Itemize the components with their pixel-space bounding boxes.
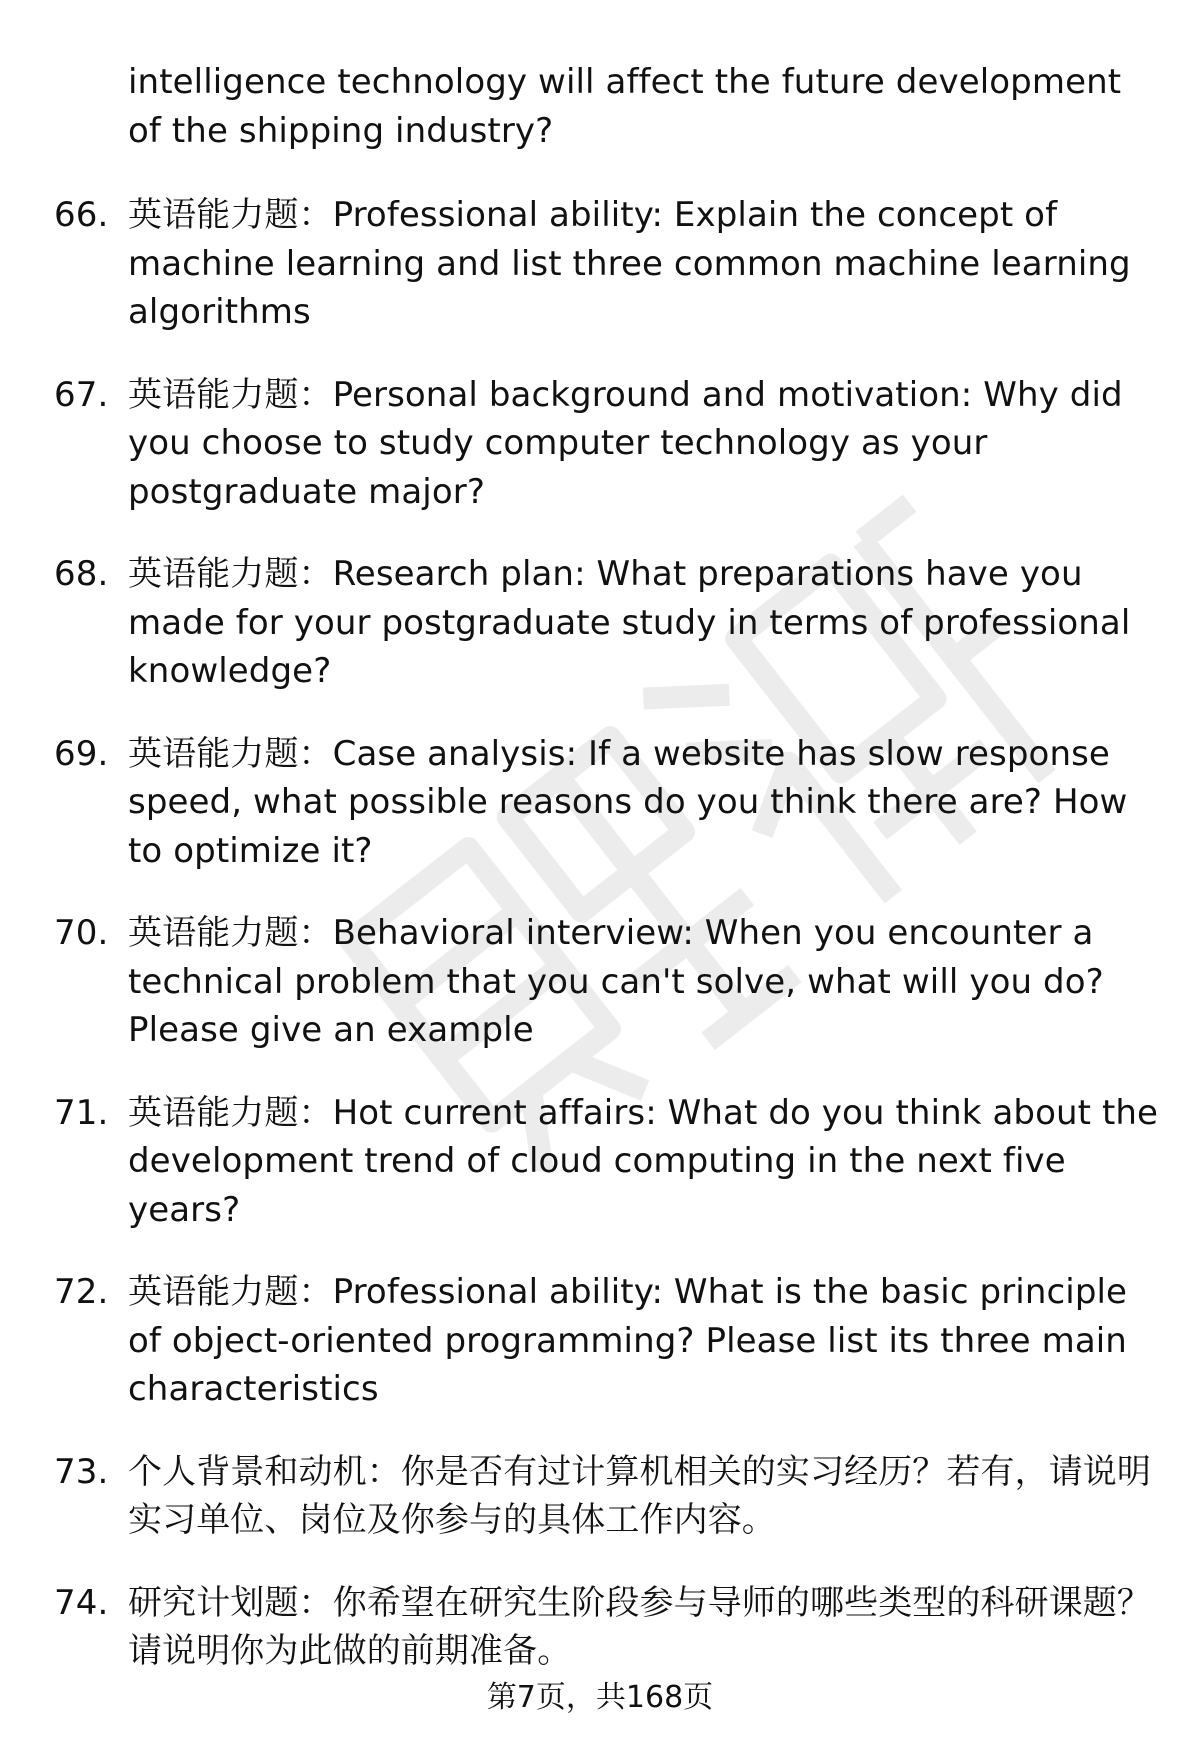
list-item-66 xyxy=(0,191,1200,337)
item-text: 英语能力题：Professional ability: Explain the concept of machine learning and list three common machine learning algorithms xyxy=(128,195,1131,332)
item-number: 74. xyxy=(54,1582,109,1623)
item-text: 英语能力题：Case analysis: If a website has slow response speed, what possible reasons do you think there are? How to optimize it? xyxy=(128,733,1128,871)
item-number: 70. xyxy=(54,913,109,953)
page-footer: 第7页，共168页 xyxy=(486,1680,714,1715)
list-item-70 xyxy=(0,909,1200,1055)
item-number: 68. xyxy=(54,554,109,594)
item-text: 英语能力题：Hot current affairs: What do you think about the development trend of cloud computing in the next five years? xyxy=(128,1092,1159,1230)
list-item-69 xyxy=(0,730,1200,876)
item-number: 73. xyxy=(54,1451,109,1492)
item-text: 研究计划题：你希望在研究生阶段参与导师的哪些类型的科研课题？请说明你为此做的前期准备。 xyxy=(128,1582,1151,1671)
item-number: 69. xyxy=(54,733,109,774)
continuation-paragraph: intelligence technology will affect the future development of the shipping industry? xyxy=(128,62,1122,151)
item-text: 英语能力题：Behavioral interview: When you encounter a technical problem that you can't solve, what will you do? Please give an example xyxy=(128,913,1104,1050)
list-item-74 xyxy=(0,1579,1200,1676)
list-item-71 xyxy=(0,1089,1200,1235)
list-item-67 xyxy=(0,371,1200,517)
item-text: 英语能力题：Personal background and motivation: Why did you choose to study computer technology as your postgraduate major? xyxy=(128,374,1123,512)
item-text: 英语能力题：Professional ability: What is the basic principle of object-oriented programming? Please list its three main characteristics xyxy=(128,1272,1128,1409)
question-list xyxy=(0,58,1200,1710)
list-item-68 xyxy=(0,550,1200,696)
item-number: 71. xyxy=(54,1092,109,1133)
item-number: 66. xyxy=(54,195,109,235)
item-text: 个人背景和动机：你是否有过计算机相关的实习经历？若有，请说明实习单位、岗位及你参与的具体工作内容。 xyxy=(128,1451,1151,1540)
item-text: 英语能力题：Research plan: What preparations have you made for your postgraduate study in terms of professional knowledge? xyxy=(128,554,1131,691)
item-number: 72. xyxy=(54,1272,109,1312)
list-item-73 xyxy=(0,1448,1200,1545)
item-number: 67. xyxy=(54,374,109,415)
list-item-72 xyxy=(0,1268,1200,1414)
